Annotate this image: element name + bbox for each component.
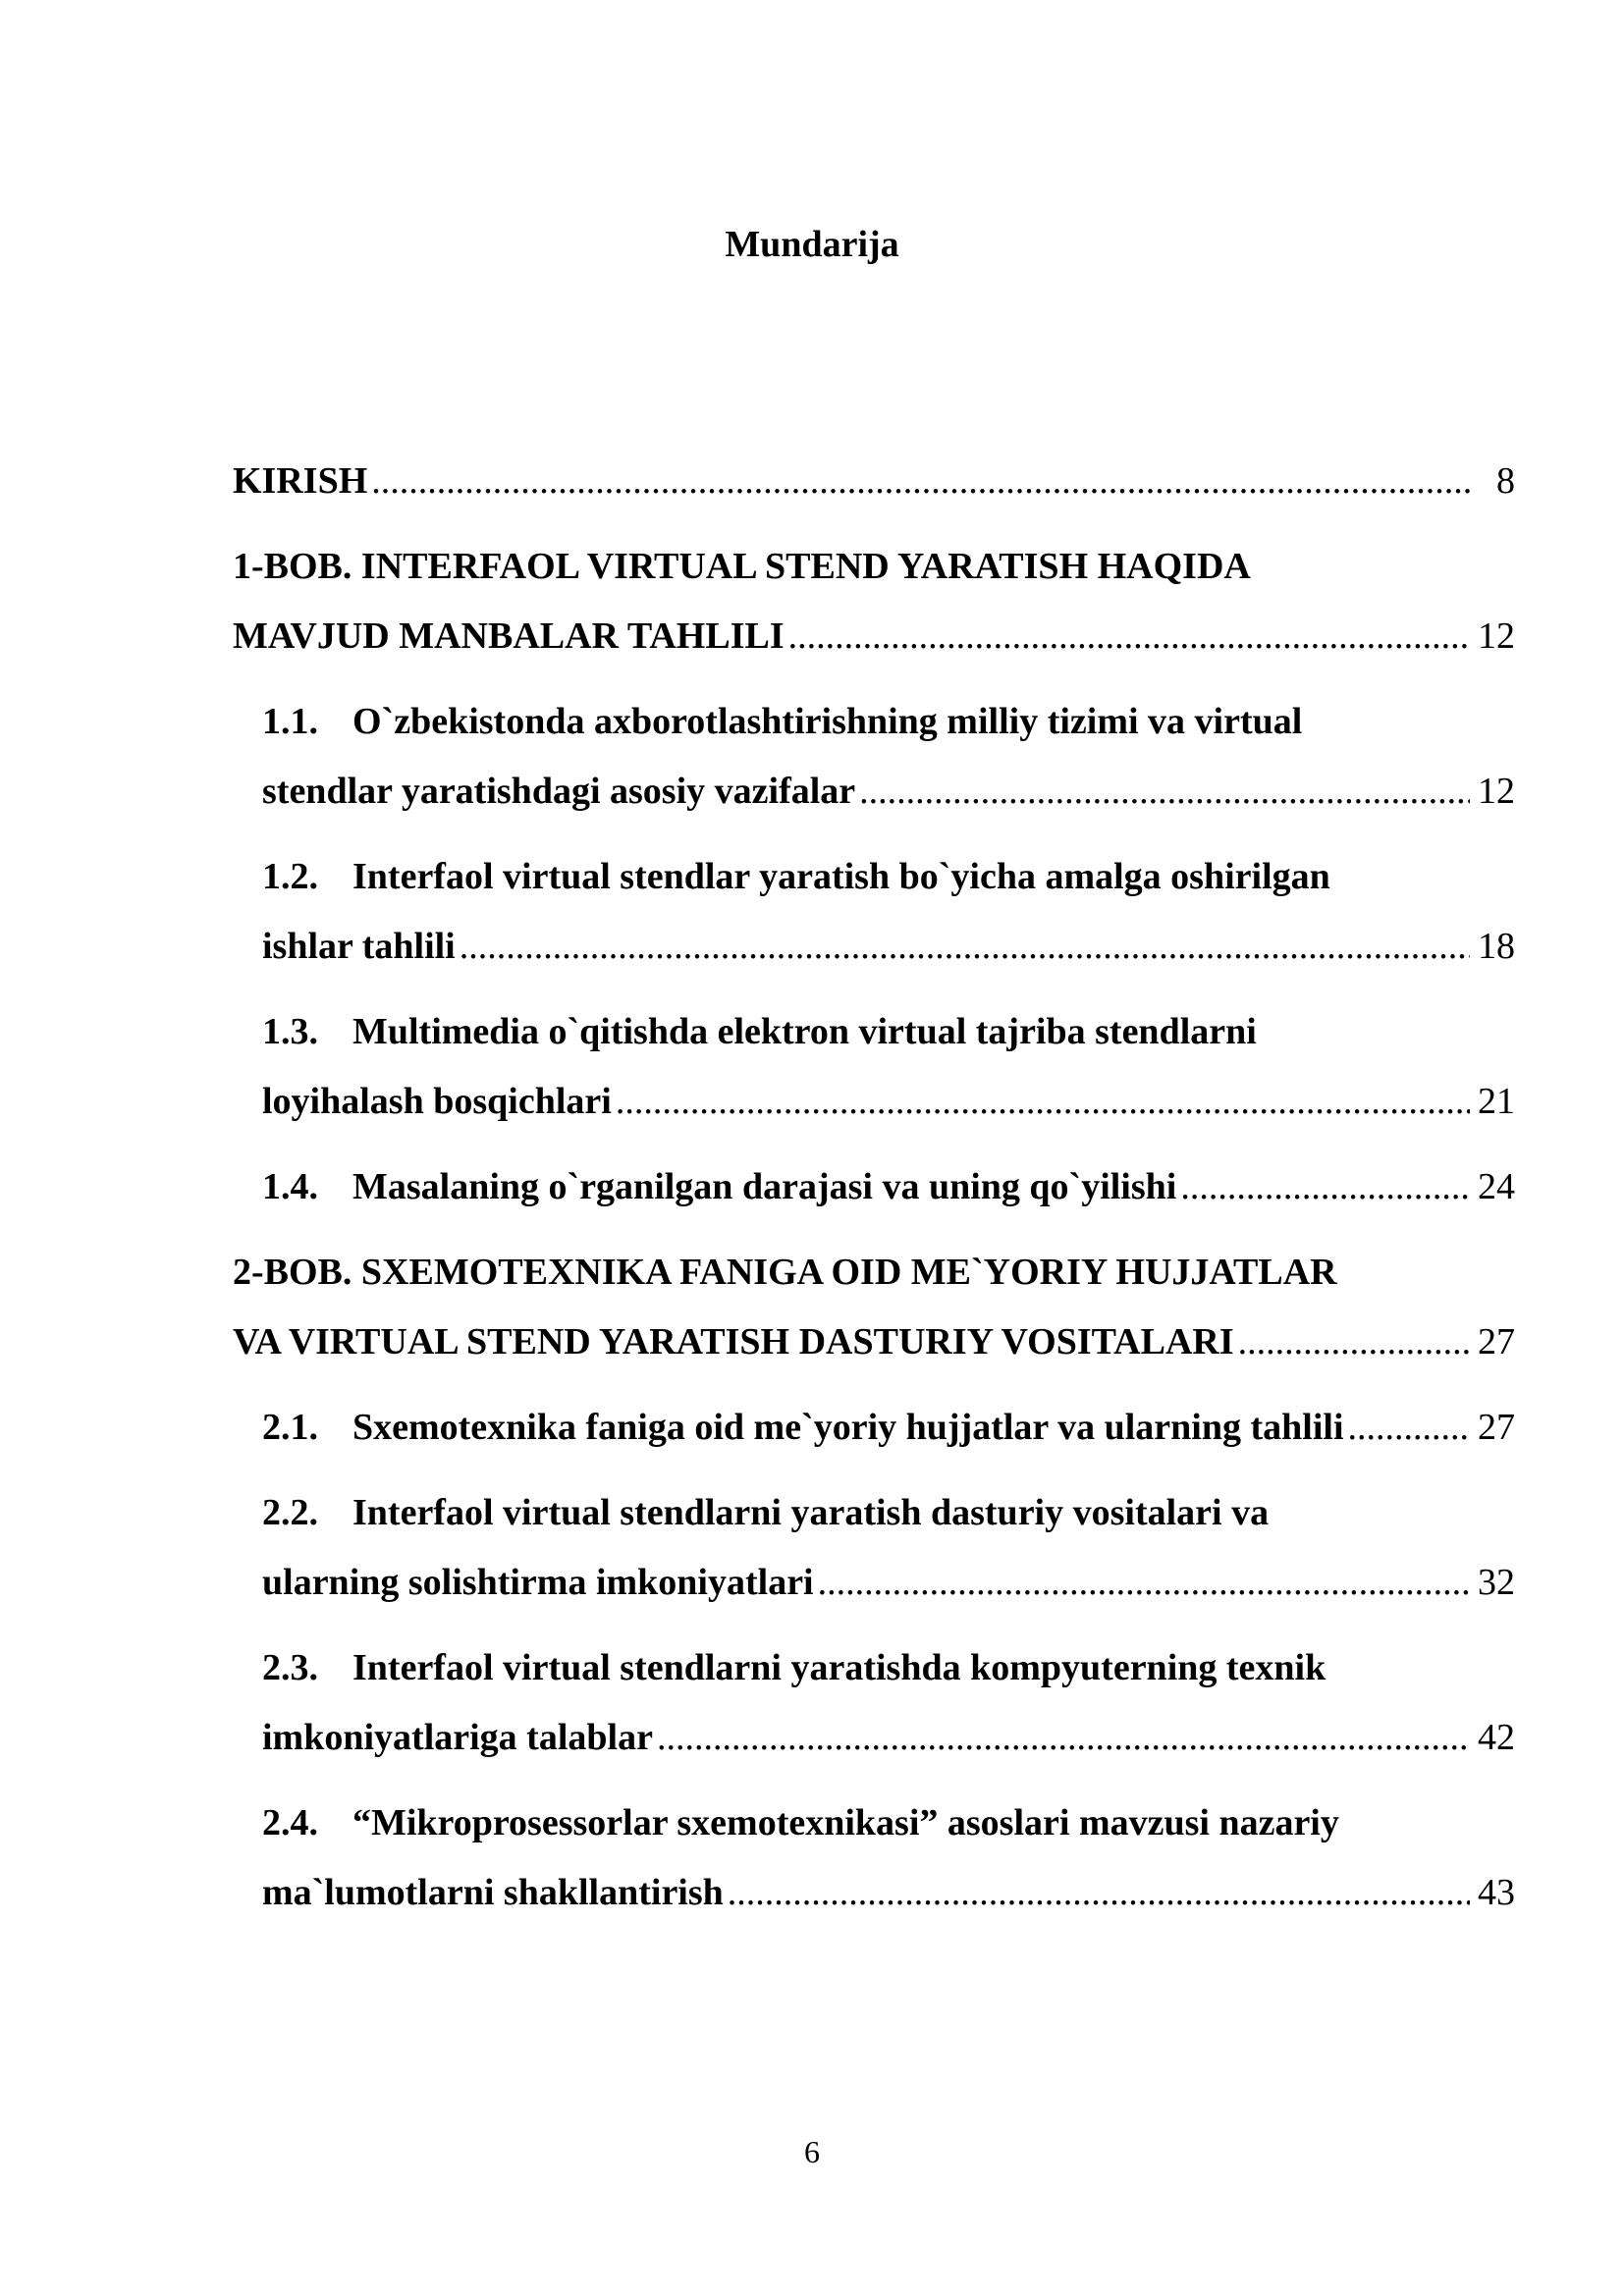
dot-leader bbox=[788, 602, 1470, 671]
dot-leader bbox=[1238, 1308, 1470, 1377]
toc-subsection-entry[interactable] bbox=[262, 997, 1515, 1137]
toc-page-number: 8 bbox=[1496, 460, 1515, 502]
toc-entry-title-line bbox=[262, 1789, 1515, 1858]
toc-entry-last-line bbox=[262, 1393, 1515, 1463]
toc-page-number: 24 bbox=[1478, 1166, 1515, 1207]
toc-subsection-entry[interactable] bbox=[262, 1152, 1515, 1222]
toc-entry-title-text: ularning solishtirma imkoniyatlari bbox=[262, 1562, 814, 1603]
toc-entry-title: “Mikroprosessorlar sxemotexnikasi” asoslari mavzusi nazariy bbox=[352, 1802, 1339, 1843]
toc-entry-title-text: MAVJUD MANBALAR TAHLILI bbox=[233, 615, 785, 657]
toc-entry-title bbox=[233, 1308, 1234, 1377]
toc-entry-title-text: ishlar tahlili bbox=[262, 926, 456, 967]
toc-entry-title-text: KIRISH bbox=[233, 460, 368, 502]
toc-page-number: 12 bbox=[1478, 771, 1515, 812]
toc-entry-last-line bbox=[262, 1548, 1515, 1618]
toc-section-number: 1.1. bbox=[262, 701, 318, 742]
toc-entry-title: Interfaol virtual stendlar yaratish bo`yicha amalga oshirilgan bbox=[352, 856, 1330, 897]
toc-entry-title bbox=[233, 602, 785, 671]
toc-entry-title bbox=[262, 1548, 814, 1618]
dot-leader bbox=[616, 1067, 1470, 1137]
toc-entry-title: O`zbekistonda axborotlashtirishning milliy tizimi va virtual bbox=[352, 701, 1303, 742]
toc-entry-last-line bbox=[262, 1152, 1515, 1222]
toc-entry-title-line bbox=[262, 842, 1515, 912]
dot-leader bbox=[728, 1858, 1470, 1928]
toc-page-number: 32 bbox=[1478, 1562, 1515, 1603]
toc-entry-title bbox=[262, 1393, 1344, 1463]
toc-entry-title-text: stendlar yaratishdagi asosiy vazifalar bbox=[262, 771, 856, 812]
dot-leader bbox=[818, 1548, 1470, 1618]
toc-entry-title bbox=[233, 447, 367, 516]
toc-entry-title bbox=[262, 912, 456, 982]
toc-subsection-entry[interactable] bbox=[262, 1633, 1515, 1773]
toc-page-number: 27 bbox=[1478, 1321, 1515, 1362]
toc-section-number: 1.2. bbox=[262, 856, 318, 897]
dot-leader bbox=[460, 912, 1470, 982]
toc-section-number: 2.2. bbox=[262, 1492, 318, 1533]
toc-entry-title-text: ma`lumotlarni shakllantirish bbox=[262, 1872, 724, 1913]
toc-entry-title-text: imkoniyatlariga talablar bbox=[262, 1717, 653, 1758]
toc-entry-title bbox=[262, 1858, 724, 1928]
toc-entry-last-line bbox=[262, 757, 1515, 827]
toc-page-number: 21 bbox=[1478, 1081, 1515, 1122]
toc-entry-title-text: loyihalash bosqichlari bbox=[262, 1081, 612, 1122]
page-title: Mundarija bbox=[725, 224, 899, 265]
toc-entry-title-text: VA VIRTUAL STEND YARATISH DASTURIY VOSITALARI bbox=[233, 1321, 1234, 1362]
toc-subsection-entry[interactable] bbox=[262, 687, 1515, 827]
dot-leader bbox=[1348, 1393, 1470, 1463]
toc-chapter-entry[interactable] bbox=[233, 1238, 1515, 1377]
toc-entry-title-line bbox=[233, 532, 1515, 602]
dot-leader bbox=[859, 757, 1470, 827]
toc-entry-title-line bbox=[262, 1633, 1515, 1703]
toc-chapter-entry[interactable] bbox=[233, 532, 1515, 671]
toc-entry-title bbox=[262, 1067, 612, 1137]
toc-entry-title-line bbox=[262, 687, 1515, 757]
toc-entry-title: 2-BOB. SXEMOTEXNIKA FANIGA OID ME`YORIY HUJJATLAR bbox=[233, 1252, 1337, 1293]
toc-entry-title-text: Masalaning o`rganilgan darajasi va uning qo`yilishi bbox=[352, 1166, 1177, 1207]
toc-subsection-entry[interactable] bbox=[262, 1478, 1515, 1618]
toc-section-number: 2.4. bbox=[262, 1802, 318, 1843]
toc-entry-last-line bbox=[262, 1703, 1515, 1773]
toc-section-number: 1.4. bbox=[262, 1166, 318, 1207]
toc-entry-title: Interfaol virtual stendlarni yaratish dasturiy vositalari va bbox=[352, 1492, 1270, 1533]
toc-entry-title: Interfaol virtual stendlarni yaratishda kompyuterning texnik bbox=[352, 1647, 1326, 1688]
toc-entry-last-line bbox=[233, 447, 1515, 516]
toc-subsection-entry[interactable] bbox=[262, 842, 1515, 982]
toc-entry-title bbox=[262, 1152, 1176, 1222]
toc-entry-title-line bbox=[262, 1478, 1515, 1548]
toc-subsection-entry[interactable] bbox=[262, 1393, 1515, 1463]
toc-entry-title: Multimedia o`qitishda elektron virtual tajriba stendlarni bbox=[352, 1011, 1257, 1052]
toc-entry-title: 1-BOB. INTERFAOL VIRTUAL STEND YARATISH HAQIDA bbox=[233, 546, 1251, 587]
toc-section-number: 1.3. bbox=[262, 1011, 318, 1052]
toc-entry-title bbox=[262, 1703, 653, 1773]
toc-section-number: 2.1. bbox=[262, 1407, 318, 1448]
toc-section-number: 2.3. bbox=[262, 1647, 318, 1688]
toc-entry-last-line bbox=[262, 1067, 1515, 1137]
page-number: 6 bbox=[804, 2134, 820, 2169]
toc-entry-last-line bbox=[262, 912, 1515, 982]
table-of-contents bbox=[233, 447, 1515, 1944]
toc-entry-title bbox=[262, 757, 855, 827]
toc-page-number: 18 bbox=[1478, 926, 1515, 967]
toc-entry-last-line bbox=[233, 602, 1515, 671]
toc-entry-title-line bbox=[262, 997, 1515, 1067]
dot-leader bbox=[657, 1703, 1470, 1773]
toc-page-number: 12 bbox=[1478, 615, 1515, 657]
toc-page-number: 43 bbox=[1478, 1872, 1515, 1913]
toc-entry-last-line bbox=[262, 1858, 1515, 1928]
toc-subsection-entry[interactable] bbox=[262, 1789, 1515, 1928]
toc-entry-title-line bbox=[233, 1238, 1515, 1308]
toc-page-number: 42 bbox=[1478, 1717, 1515, 1758]
toc-page-number: 27 bbox=[1478, 1407, 1515, 1448]
dot-leader bbox=[1180, 1152, 1470, 1222]
toc-entry-title-text: Sxemotexnika faniga oid me`yoriy hujjatlar va ularning tahlili bbox=[352, 1407, 1344, 1448]
toc-entry-last-line bbox=[233, 1308, 1515, 1377]
toc-chapter-entry[interactable] bbox=[233, 447, 1515, 516]
dot-leader bbox=[371, 447, 1470, 516]
